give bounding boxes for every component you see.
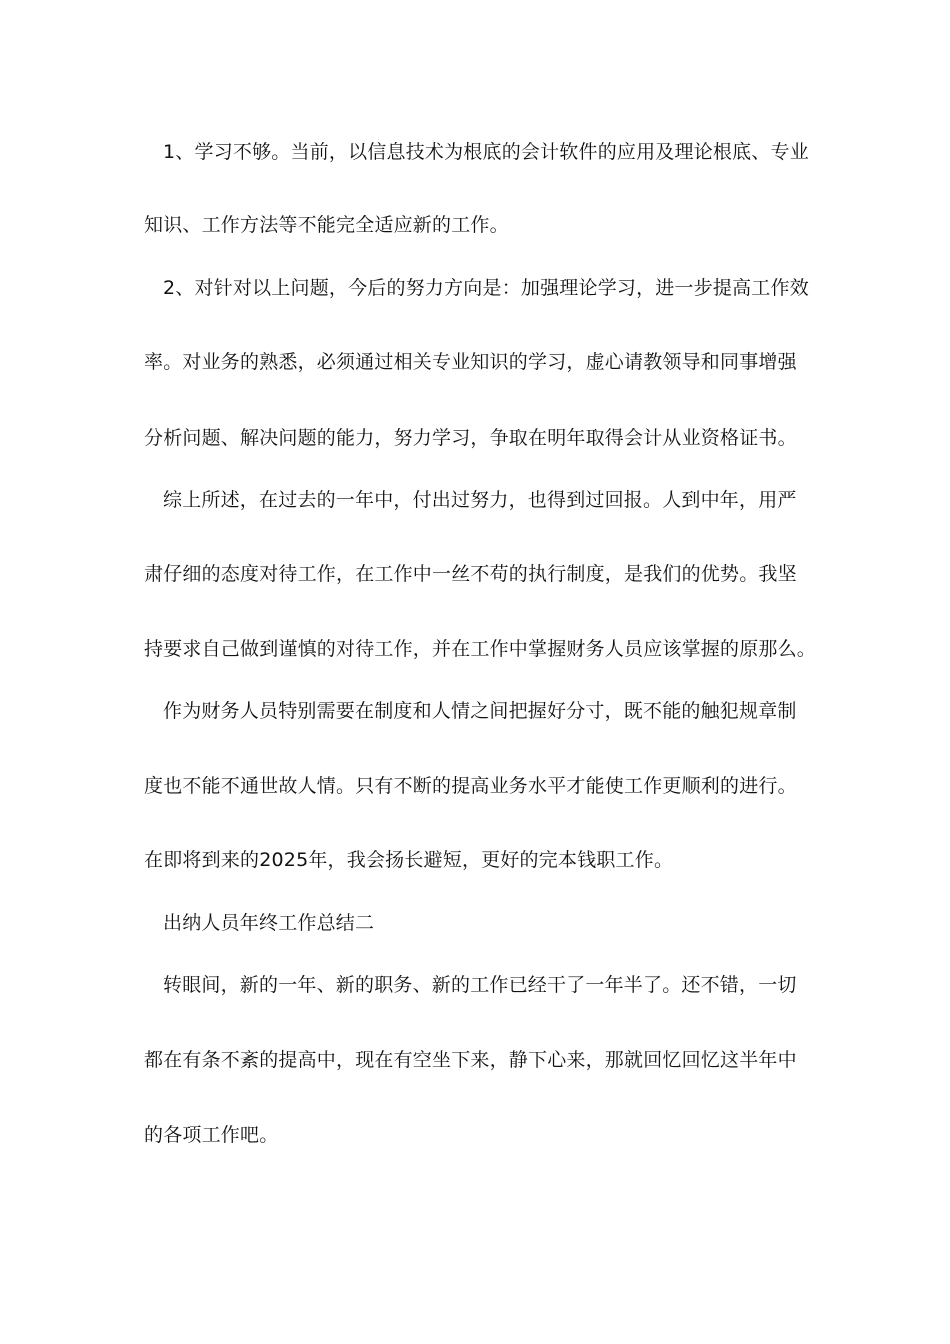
paragraph-4-line-1: 作为财务人员特别需要在制度和人情之间把握好分寸，既不能的触犯规章制: [163, 700, 797, 722]
section-heading: 出纳人员年终工作总结二: [163, 912, 375, 934]
paragraph-1-line-1: 1、学习不够。当前，以信息技术为根底的会计软件的应用及理论根底、专业: [163, 141, 809, 163]
paragraph-1-line-2: 知识、工作方法等不能完全适应新的工作。: [144, 214, 509, 236]
paragraph-5-line-2: 都在有条不紊的提高中，现在有空坐下来，静下心来，那就回忆回忆这半年中: [144, 1049, 797, 1071]
paragraph-4-line-3: 在即将到来的2025年，我会扬长避短，更好的完本钱职工作。: [144, 849, 674, 871]
paragraph-2-line-3: 分析问题、解决问题的能力，努力学习，争取在明年取得会计从业资格证书。: [144, 427, 797, 449]
paragraph-5-line-3: 的各项工作吧。: [144, 1124, 279, 1146]
paragraph-2-line-2: 率。对业务的熟悉，必须通过相关专业知识的学习，虚心请教领导和同事增强: [144, 351, 797, 373]
paragraph-4-line-2: 度也不能不通世故人情。只有不断的提高业务水平才能使工作更顺利的进行。: [144, 775, 797, 797]
paragraph-2-line-1: 2、对针对以上问题，今后的努力方向是：加强理论学习，进一步提高工作效: [163, 277, 809, 299]
paragraph-5-line-1: 转眼间，新的一年、新的职务、新的工作已经干了一年半了。还不错，一切: [163, 974, 797, 996]
paragraph-3-line-1: 综上所述，在过去的一年中，付出过努力，也得到过回报。人到中年，用严: [163, 489, 797, 511]
paragraph-3-line-2: 肃仔细的态度对待工作，在工作中一丝不苟的执行制度，是我们的优势。我坚: [144, 563, 797, 585]
paragraph-3-line-3: 持要求自己做到谨慎的对待工作，并在工作中掌握财务人员应该掌握的原那么。: [144, 638, 817, 660]
